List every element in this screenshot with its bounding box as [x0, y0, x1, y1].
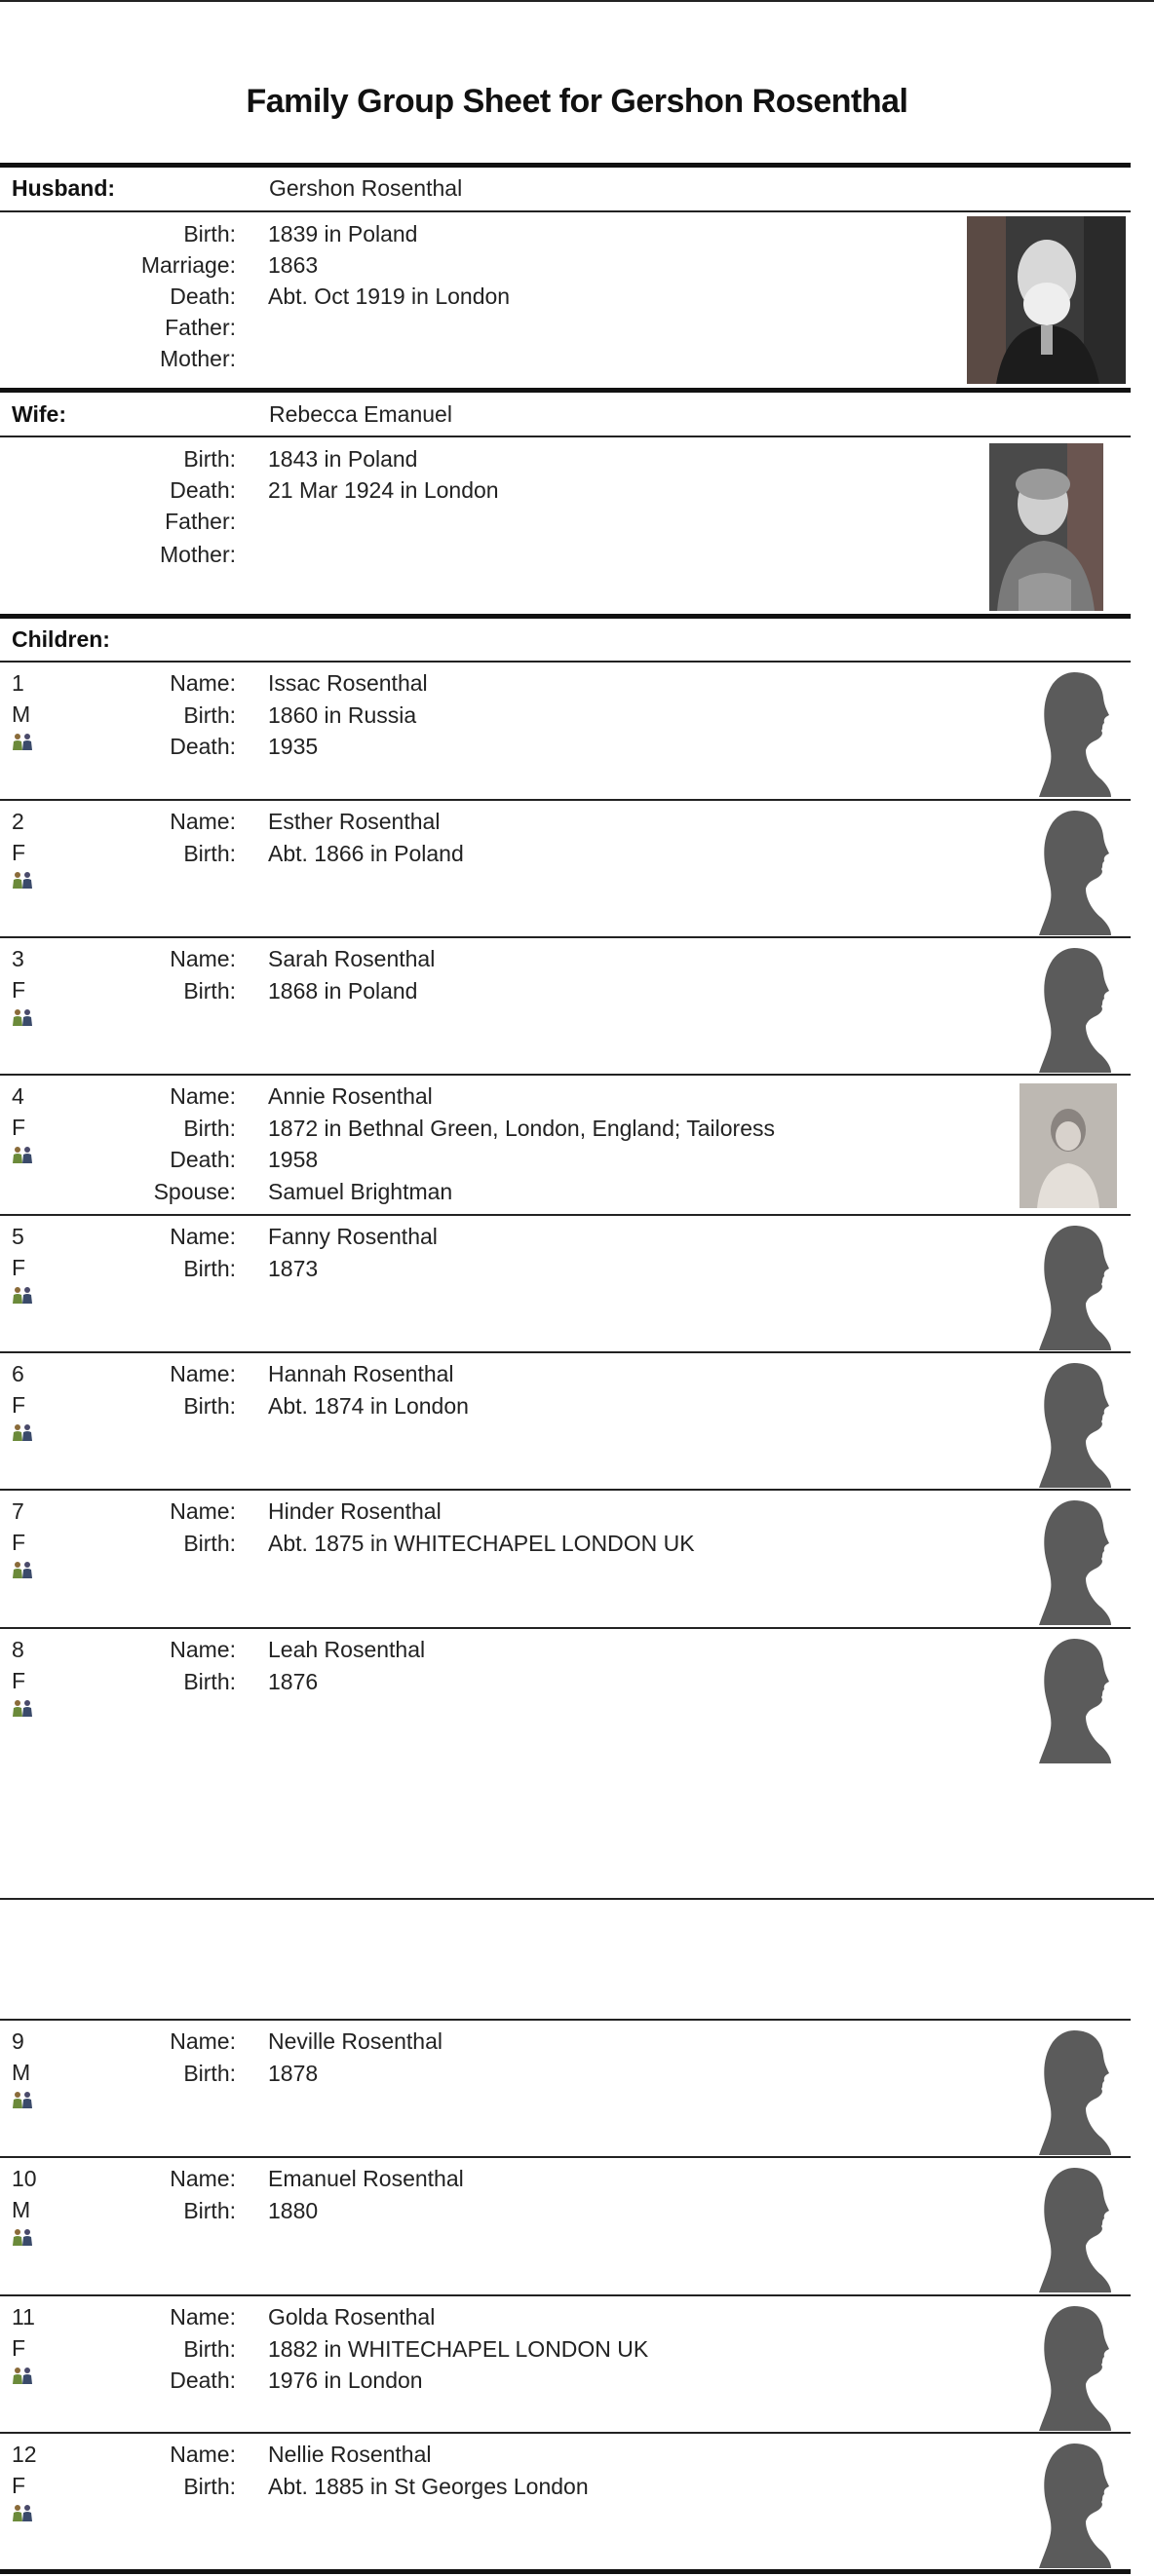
top-border: [0, 0, 1154, 2]
silhouette-icon: [1035, 1224, 1111, 1350]
wife-father-label: Father:: [165, 509, 236, 534]
child-sex: F: [12, 840, 26, 865]
child-birth-label: Birth:: [183, 1668, 236, 1694]
child-birth-label: Birth:: [183, 1255, 236, 1281]
child-birth-value: 1880: [268, 2197, 319, 2223]
child-sex: M: [12, 2197, 31, 2222]
child-death-value: 1935: [268, 734, 319, 759]
child-birth-value: 1868 in Poland: [268, 977, 418, 1004]
wife-heading: Wife:: [12, 401, 67, 427]
child-birth-value: 1882 in WHITECHAPEL LONDON UK: [268, 2335, 649, 2362]
husband-father-label: Father:: [165, 315, 236, 340]
wife-divider: [0, 388, 1131, 393]
wife-mother-label: Mother:: [160, 542, 236, 567]
child-name-label: Name:: [170, 1083, 236, 1109]
child-photo[interactable]: [1019, 1083, 1117, 1208]
child-number: 9: [12, 2028, 24, 2054]
child-name-label: Name:: [170, 2028, 236, 2054]
child-death-label: Death:: [170, 734, 236, 759]
child-death-value: 1976 in London: [268, 2368, 423, 2393]
child-name-value[interactable]: Golda Rosenthal: [268, 2304, 436, 2330]
child-sex: F: [12, 1392, 26, 1418]
child-name-label: Name:: [170, 1637, 236, 1662]
silhouette-icon: [1035, 2166, 1111, 2292]
wife-death-value: 21 Mar 1924 in London: [268, 477, 499, 503]
child-death-value: 1958: [268, 1147, 319, 1172]
child-spouse-value[interactable]: Samuel Brightman: [268, 1178, 453, 1204]
child-birth-value: 1860 in Russia: [268, 701, 417, 728]
child-sex: F: [12, 1530, 26, 1555]
child-sex: F: [12, 2335, 26, 2361]
family-group-icon[interactable]: [12, 1699, 33, 1717]
child-number: 11: [12, 2304, 35, 2330]
child-birth-label: Birth:: [183, 1530, 236, 1556]
silhouette-icon: [1035, 2028, 1111, 2155]
husband-row-divider: [0, 210, 1131, 212]
child-sex: F: [12, 2473, 26, 2498]
silhouette-icon: [1035, 1498, 1111, 1625]
child-row-divider: [0, 2019, 1131, 2021]
child-name-label: Name:: [170, 809, 236, 834]
family-group-icon[interactable]: [12, 1286, 33, 1304]
wife-row-divider: [0, 436, 1131, 437]
child-name-label: Name:: [170, 1224, 236, 1249]
child-number: 1: [12, 670, 24, 696]
child-birth-value: 1873: [268, 1255, 319, 1281]
child-name-label: Name:: [170, 2166, 236, 2191]
family-group-icon[interactable]: [12, 1423, 33, 1441]
child-name-value[interactable]: Neville Rosenthal: [268, 2028, 442, 2054]
child-birth-label: Birth:: [183, 840, 236, 866]
child-birth-value: Abt. 1866 in Poland: [268, 840, 464, 866]
child-number: 2: [12, 809, 24, 834]
child-sex: F: [12, 1115, 26, 1140]
family-group-icon[interactable]: [12, 2228, 33, 2246]
husband-heading: Husband:: [12, 175, 116, 201]
child-birth-label: Birth:: [183, 1115, 236, 1141]
child-row-divider: [0, 936, 1131, 938]
silhouette-icon: [1035, 809, 1111, 935]
child-name-label: Name:: [170, 2442, 236, 2467]
child-name-label: Name:: [170, 946, 236, 971]
child-number: 7: [12, 1498, 24, 1524]
husband-death-label: Death:: [170, 284, 236, 309]
silhouette-icon: [1035, 1361, 1111, 1488]
children-heading: Children:: [12, 626, 110, 652]
child-row-divider: [0, 661, 1131, 663]
husband-marriage-value: 1863: [268, 252, 319, 278]
child-number: 6: [12, 1361, 24, 1386]
child-name-value[interactable]: Hinder Rosenthal: [268, 1498, 442, 1524]
page-break-line: [0, 1898, 1154, 1900]
child-birth-label: Birth:: [183, 2060, 236, 2086]
silhouette-icon: [1035, 670, 1111, 797]
child-name-label: Name:: [170, 670, 236, 696]
wife-photo[interactable]: [989, 443, 1103, 611]
page-title: Family Group Sheet for Gershon Rosenthal: [246, 83, 908, 120]
wife-birth-label: Birth:: [183, 446, 236, 472]
child-name-label: Name:: [170, 2304, 236, 2330]
child-row-divider: [0, 1627, 1131, 1629]
children-divider: [0, 614, 1131, 619]
silhouette-icon: [1035, 1637, 1111, 1763]
wife-birth-value: 1843 in Poland: [268, 446, 418, 472]
child-row-divider: [0, 1489, 1131, 1491]
child-birth-value: 1872 in Bethnal Green, London, England; Tailoress: [268, 1115, 776, 1141]
family-group-icon[interactable]: [12, 2504, 33, 2521]
family-group-icon[interactable]: [12, 1008, 33, 1026]
child-birth-label: Birth:: [183, 2473, 236, 2499]
child-name-value[interactable]: Nellie Rosenthal: [268, 2442, 432, 2467]
child-birth-label: Birth:: [183, 2197, 236, 2223]
child-sex: M: [12, 2060, 31, 2085]
child-birth-value: Abt. 1875 in WHITECHAPEL LONDON UK: [268, 1530, 695, 1556]
child-row-divider: [0, 1351, 1131, 1353]
child-row-divider: [0, 799, 1131, 801]
child-birth-label: Birth:: [183, 2335, 236, 2362]
child-row-divider: [0, 1074, 1131, 1076]
child-birth-value: 1876: [268, 1668, 319, 1694]
husband-divider: [0, 163, 1131, 168]
husband-marriage-label: Marriage:: [140, 252, 236, 278]
child-spouse-label: Spouse:: [153, 1178, 236, 1204]
child-name-label: Name:: [170, 1361, 236, 1386]
child-number: 5: [12, 1224, 24, 1249]
husband-birth-value: 1839 in Poland: [268, 221, 418, 246]
husband-photo[interactable]: [967, 216, 1126, 384]
husband-name[interactable]: Gershon Rosenthal: [269, 175, 463, 201]
child-number: 12: [12, 2442, 37, 2467]
husband-mother-label: Mother:: [160, 346, 236, 371]
child-birth-value: Abt. 1885 in St Georges London: [268, 2473, 589, 2499]
family-group-icon[interactable]: [12, 1561, 33, 1578]
child-birth-value: Abt. 1874 in London: [268, 1392, 469, 1419]
child-sex: F: [12, 1668, 26, 1693]
child-sex: F: [12, 1255, 26, 1280]
bottom-divider: [0, 2569, 1131, 2574]
child-name-value[interactable]: Hannah Rosenthal: [268, 1361, 454, 1386]
child-name-value[interactable]: Esther Rosenthal: [268, 809, 441, 834]
silhouette-icon: [1035, 2442, 1111, 2568]
child-row-divider: [0, 2432, 1131, 2434]
child-name-value[interactable]: Fanny Rosenthal: [268, 1224, 438, 1249]
child-death-label: Death:: [170, 1147, 236, 1172]
child-name-value[interactable]: Sarah Rosenthal: [268, 946, 436, 971]
family-group-icon[interactable]: [12, 871, 33, 889]
child-sex: M: [12, 701, 31, 727]
wife-death-label: Death:: [170, 477, 236, 503]
child-number: 10: [12, 2166, 37, 2191]
child-birth-label: Birth:: [183, 1392, 236, 1419]
child-birth-label: Birth:: [183, 701, 236, 728]
silhouette-icon: [1035, 946, 1111, 1073]
silhouette-icon: [1035, 2304, 1111, 2431]
child-sex: F: [12, 977, 26, 1003]
child-death-label: Death:: [170, 2368, 236, 2393]
family-group-icon[interactable]: [12, 2091, 33, 2108]
wife-name[interactable]: Rebecca Emanuel: [269, 401, 452, 427]
child-birth-label: Birth:: [183, 977, 236, 1004]
child-number: 3: [12, 946, 24, 971]
child-row-divider: [0, 1214, 1131, 1216]
child-name-value[interactable]: Emanuel Rosenthal: [268, 2166, 464, 2191]
child-birth-value: 1878: [268, 2060, 319, 2086]
child-name-label: Name:: [170, 1498, 236, 1524]
husband-death-value: Abt. Oct 1919 in London: [268, 284, 511, 309]
child-row-divider: [0, 2294, 1131, 2296]
child-number: 4: [12, 1083, 24, 1109]
child-name-value[interactable]: Issac Rosenthal: [268, 670, 428, 696]
child-name-value[interactable]: Leah Rosenthal: [268, 1637, 426, 1662]
husband-birth-label: Birth:: [183, 221, 236, 246]
child-number: 8: [12, 1637, 24, 1662]
child-row-divider: [0, 2156, 1131, 2158]
child-name-value[interactable]: Annie Rosenthal: [268, 1083, 433, 1109]
